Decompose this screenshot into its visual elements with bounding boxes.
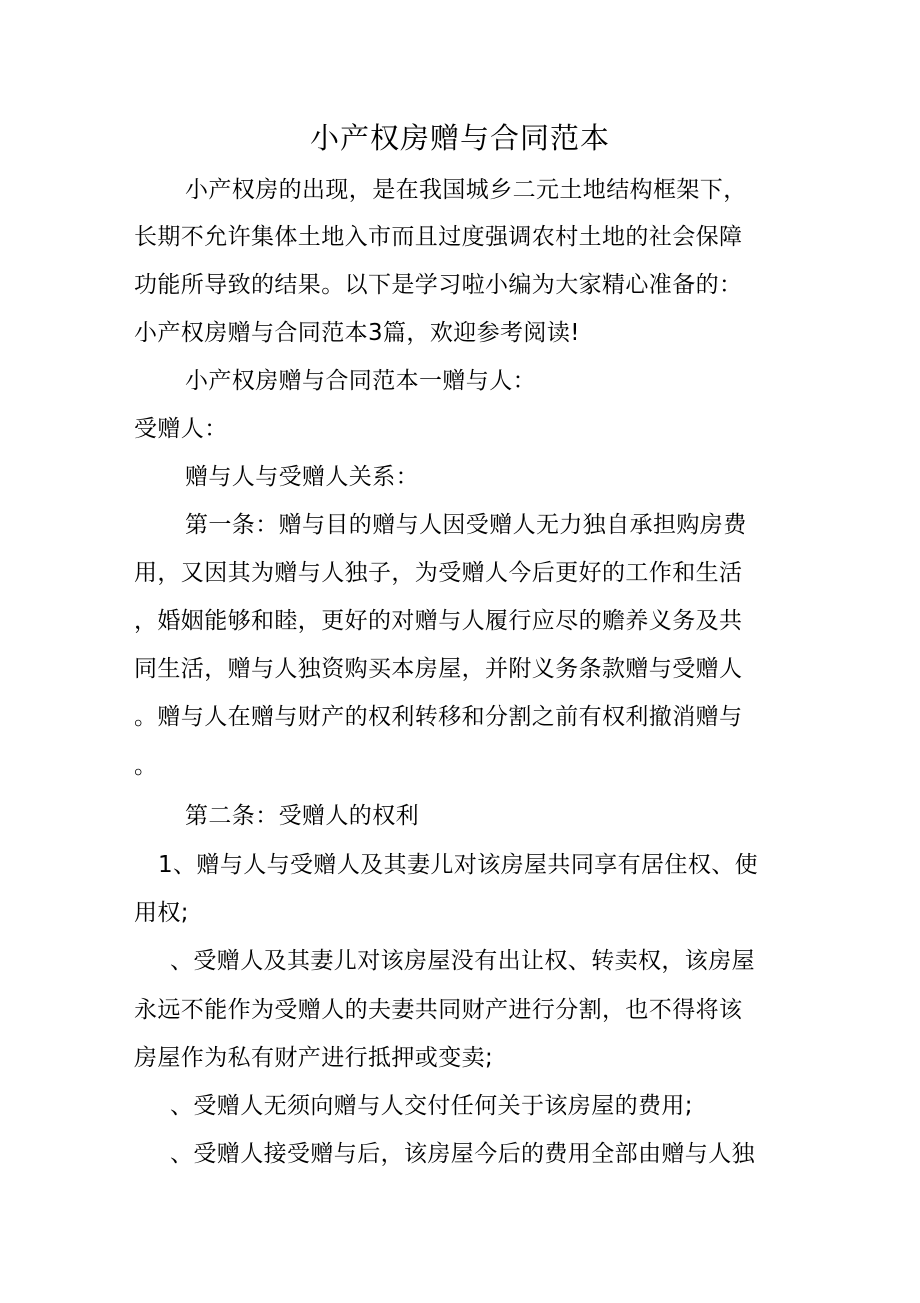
- paragraph-line: 房屋作为私有财产进行抵押或变卖;: [134, 1045, 494, 1071]
- paragraph-line: 永远不能作为受赠人的夫妻共同财产进行分割，也不得将该: [134, 997, 743, 1023]
- paragraph-line: 长期不允许集体土地入市而且过度强调农村土地的社会保障: [134, 224, 743, 250]
- paragraph-line: 小产权房赠与合同范本一赠与人：: [185, 368, 536, 394]
- paragraph-line: 小产权房的出现，是在我国城乡二元土地结构框架下，: [185, 177, 747, 203]
- paragraph-line: 用，又因其为赠与人独子，为受赠人今后更好的工作和生活: [134, 560, 743, 586]
- paragraph-line: 1、赠与人与受赠人及其妻儿对该房屋共同享有居住权、使: [158, 852, 759, 878]
- paragraph-line: 。: [134, 753, 158, 779]
- paragraph-line: 。赠与人在赠与财产的权利转移和分割之前有权利撤消赠与: [134, 704, 743, 730]
- paragraph-line: 、受赠人及其妻儿对该房屋没有出让权、转卖权，该房屋: [170, 948, 755, 974]
- paragraph-line: 同生活，赠与人独资购买本房屋，并附义务条款赠与受赠人: [134, 656, 743, 682]
- paragraph-line: 受赠人：: [134, 416, 228, 442]
- paragraph-line: 用权;: [134, 900, 189, 926]
- paragraph-line: 、受赠人无须向赠与人交付任何关于该房屋的费用;: [170, 1093, 693, 1119]
- paragraph-line: 功能所导致的结果。以下是学习啦小编为大家精心准备的：: [134, 272, 743, 298]
- paragraph-line: 赠与人与受赠人关系：: [185, 464, 419, 490]
- paragraph-line: ，婚姻能够和睦，更好的对赠与人履行应尽的赡养义务及共: [134, 608, 743, 634]
- paragraph-line: 第一条：赠与目的赠与人因受赠人无力独自承担购房费: [185, 512, 747, 538]
- document-title: 小产权房赠与合同范本: [309, 121, 610, 155]
- paragraph-line: 第二条：受赠人的权利: [185, 803, 419, 829]
- paragraph-line: 小产权房赠与合同范本3篇，欢迎参考阅读!: [134, 320, 580, 346]
- paragraph-line: 、受赠人接受赠与后，该房屋今后的费用全部由赠与人独: [170, 1141, 755, 1167]
